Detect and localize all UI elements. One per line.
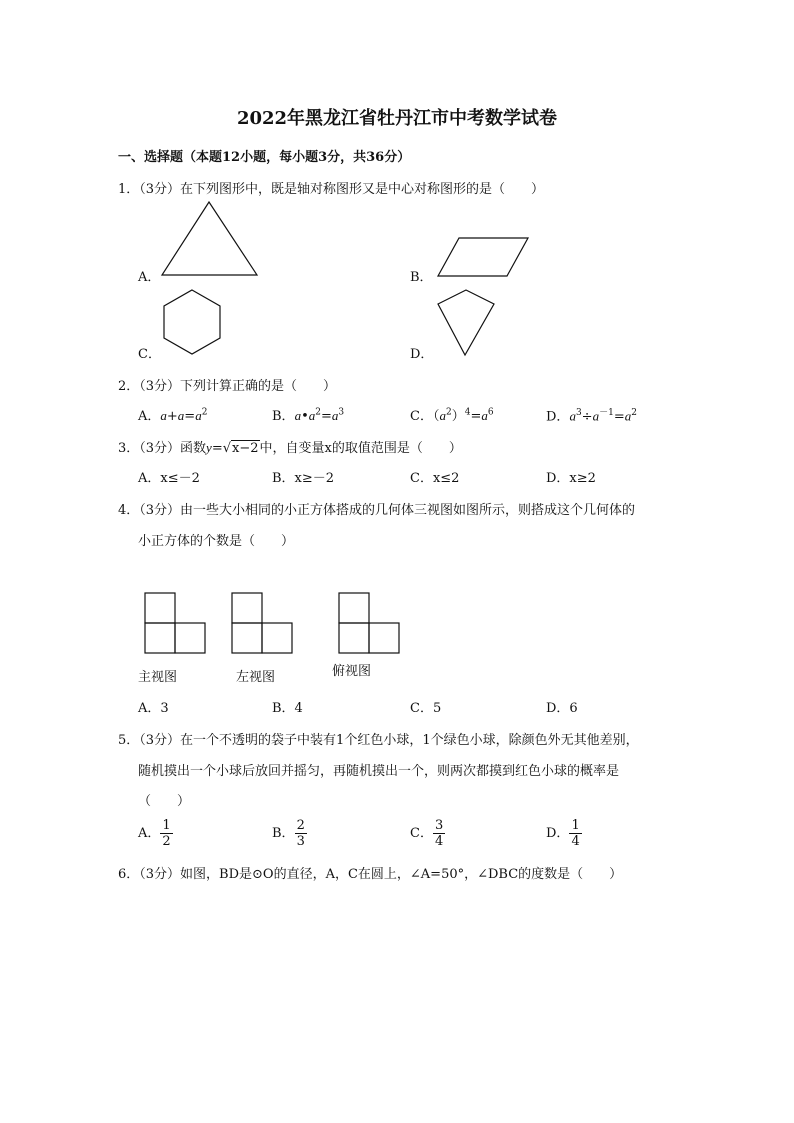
q3-stem-prefix: 3．（3分）函数	[118, 441, 207, 456]
q1-option-d-label[interactable]: D．	[410, 347, 434, 362]
q1-option-c-label[interactable]: C．	[138, 347, 161, 362]
q3-option-c[interactable]: C．x≤2	[410, 471, 460, 486]
question-6-stem: 6．（3分）如图，BD是⊙O的直径，A，C在圆上，∠A=50°，∠DBC的度数是（ ）	[118, 867, 623, 882]
q5-option-d-fraction: $\frac{1}{4}$	[571, 818, 580, 849]
q5-option-a-fraction: $\frac{1}{2}$	[162, 818, 171, 849]
q3-stem-suffix: 中，自变量x的取值范围是（ ）	[259, 441, 462, 456]
q5-option-d[interactable]	[546, 818, 582, 849]
q1-option-c-hexagon	[160, 288, 224, 358]
q4-left-view-figure	[231, 592, 295, 656]
q2-option-d[interactable]: D．$a^3\div a^{-1}=a^2$	[546, 408, 637, 425]
q5-option-b-label: B．	[272, 826, 295, 841]
question-5-stem-line2: 随机摸出一个小球后放回并摇匀，再随机摸出一个，则两次都摸到红色小球的概率是	[138, 764, 620, 779]
q2-option-b-label: B．	[272, 409, 295, 424]
q2-option-a-label: A．	[138, 409, 161, 424]
q4-front-view-label: 主视图	[138, 670, 178, 685]
q1-option-b-label[interactable]: B．	[410, 270, 433, 285]
q1-option-b-parallelogram	[436, 236, 530, 278]
q5-option-c-label: C．	[410, 826, 433, 841]
q2-option-b[interactable]: B．$a•a^2=a^3$	[272, 407, 345, 424]
q3-option-d[interactable]: D．x≥2	[546, 471, 596, 486]
q5-option-b[interactable]	[272, 818, 307, 849]
q4-front-view-figure	[144, 592, 208, 656]
q5-option-b-fraction: $\frac{2}{3}$	[296, 818, 305, 849]
q2-option-c-label: C．	[410, 409, 433, 424]
question-2-stem: 2．（3分）下列计算正确的是（ ）	[118, 379, 337, 394]
q1-option-d-kite	[434, 288, 498, 358]
q4-left-view-label: 左视图	[236, 670, 276, 685]
question-4-stem-line1: 4．（3分）由一些大小相同的小正方体搭成的几何体三视图如图所示，则搭成这个几何体的	[118, 503, 636, 518]
q5-option-c-fraction: $\frac{3}{4}$	[434, 818, 444, 849]
question-5-stem-line3: （ ）	[138, 794, 191, 809]
question-3-stem: 3．（3分）函数y=√x−2中，自变量x的取值范围是（ ）	[118, 440, 462, 456]
q3-option-b[interactable]: B．x≥－2	[272, 471, 335, 486]
question-1-stem: 1．（3分）在下列图形中，既是轴对称图形又是中心对称图形的是（ ）	[118, 182, 545, 197]
q5-option-c[interactable]	[410, 818, 445, 849]
q4-option-a[interactable]: A．3	[138, 701, 169, 716]
q4-option-b[interactable]: B．4	[272, 701, 303, 716]
q5-option-a[interactable]	[138, 818, 173, 849]
q5-option-d-label: D．	[546, 826, 570, 841]
q2-option-a[interactable]: A．$a+a=a^2$	[138, 407, 208, 424]
q4-option-d[interactable]: D．6	[546, 701, 578, 716]
q2-option-c[interactable]: C．$(a^2)^4=a^6$	[410, 407, 494, 424]
q4-top-view-figure	[338, 592, 402, 656]
page-title: 2022年黑龙江省牡丹江市中考数学试卷	[236, 108, 558, 129]
q4-top-view-label: 俯视图	[332, 664, 372, 679]
q3-sqrt-radicand: x−2	[232, 441, 259, 456]
section-heading: 一、选择题（本题12小题，每小题3分，共36分）	[118, 150, 411, 165]
q1-option-a-triangle	[160, 200, 260, 278]
q3-option-a[interactable]: A．x≤－2	[138, 471, 200, 486]
question-4-stem-line2: 小正方体的个数是（ ）	[138, 534, 295, 549]
q1-option-a-label[interactable]: A．	[138, 270, 161, 285]
q5-option-a-label: A．	[138, 826, 161, 841]
question-5-stem-line1: 5．（3分）在一个不透明的袋子中装有1个红色小球，1个绿色小球，除颜色外无其他差别，	[118, 733, 639, 748]
q4-option-c[interactable]: C．5	[410, 701, 442, 716]
q2-option-d-label: D．	[546, 409, 570, 425]
